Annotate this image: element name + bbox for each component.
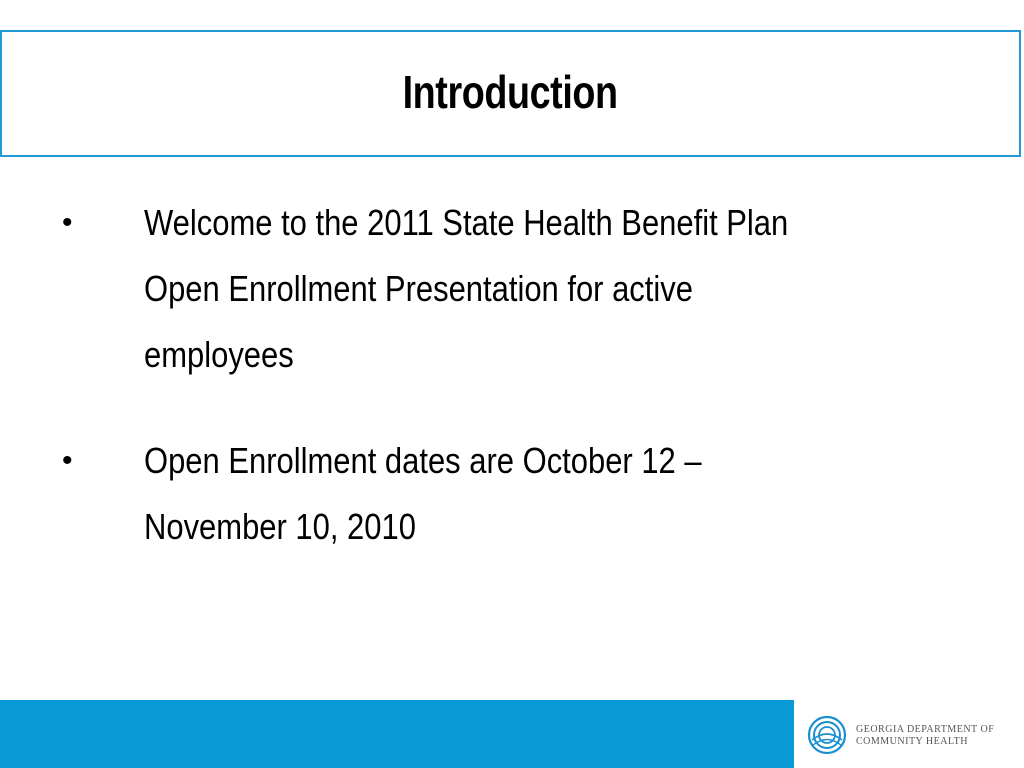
bullet-symbol: • xyxy=(62,206,73,239)
logo-line-1: GEORGIA DEPARTMENT OF xyxy=(856,724,995,735)
bullet-text: Open Enrollment dates are October 12 – November 10, 2010 xyxy=(144,440,702,547)
bullet-item xyxy=(60,428,960,560)
bullet-list xyxy=(60,190,960,600)
bullet-symbol: • xyxy=(62,444,73,477)
ring-logo-icon xyxy=(806,714,848,756)
bullet-text: Welcome to the 2011 State Health Benefit Plan Open Enrollment Presentation for active employees xyxy=(144,202,789,375)
logo-line-2: COMMUNITY HEALTH xyxy=(856,736,968,747)
bullet-item xyxy=(60,190,960,388)
logo-text xyxy=(856,724,994,748)
slide-title: Introduction xyxy=(402,65,619,118)
title-box xyxy=(0,30,1021,157)
footer-bar xyxy=(0,700,829,768)
